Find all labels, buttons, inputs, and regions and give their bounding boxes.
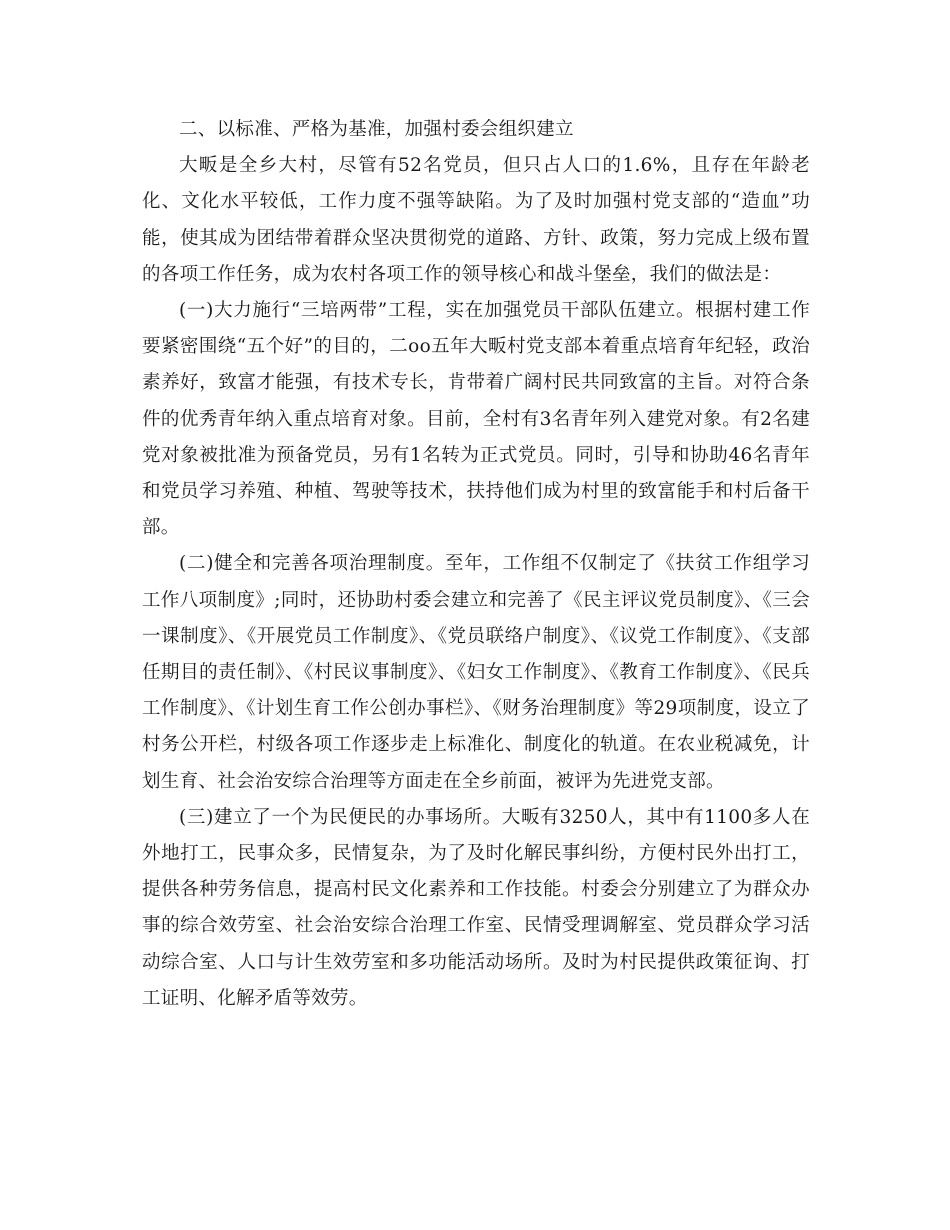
paragraph-item-2: (二)健全和完善各项治理制度。至年，工作组不仅制定了《扶贫工作组学习工作八项制度》;同时，还协助村委会建立和完善了《民主评议党员制度》、《三会一课制度》、《开展党员工作制度》、《党员联络户制度》、《议党工作制度》、《支部任期目的责任制》、《村民议事制度》、《妇女工作制度》、《教育工作制度》、《民兵工作制度》、《计划生育工作公创办事栏》、《财务治理制度》等29项制度，设立了村务公开栏，村级各项工作逐步走上标准化、制度化的轨道。在农业税减免，计划生育、社会治安综合治理等方面走在全乡前面，被评为先进党支部。: [142, 553, 810, 792]
paragraph-item-3: (三)建立了一个为民便民的办事场所。大畈有3250人，其中有1100多人在外地打工，民事众多，民情复杂，为了及时化解民事纠纷，方便村民外出打工，提供各种劳务信息，提高村民文化素养和工作技能。村委会分别建立了为群众办事的综合效劳室、社会治安综合治理工作室、民情受理调解室、党员群众学习活动综合室、人口与计生效劳室和多功能活动场所。及时为村民提供政策征询、打工证明、化解矛盾等效劳。: [142, 806, 810, 1009]
paragraph-intro: 大畈是全乡大村，尽管有52名党员，但只占人口的1.6%，且存在年龄老化、文化水平较低，工作力度不强等缺陷。为了及时加强村党支部的“造血”功能，使其成为团结带着群众坚决贯彻党的道路、方针、政策，努力完成上级布置的各项工作任务，成为农村各项工作的领导核心和战斗堡垒，我们的做法是：: [142, 155, 810, 285]
document-body: [142, 112, 810, 1017]
section-heading: 二、以标准、严格为基准，加强村委会组织建立: [179, 119, 574, 140]
paragraph-item-1: (一)大力施行“三培两带”工程，实在加强党员干部队伍建立。根据村建工作要紧密围绕“五个好”的目的，二oo五年大畈村党支部本着重点培育年纪轻，政治素养好，致富才能强，有技术专长，肯带着广阔村民共同致富的主旨。对符合条件的优秀青年纳入重点培育对象。目前，全村有3名青年列入建党对象。有2名建党对象被批准为预备党员，另有1名转为正式党员。同时，引导和协助46名青年和党员学习养殖、种植、驾驶等技术，扶持他们成为村里的致富能手和村后备干部。: [142, 300, 810, 539]
